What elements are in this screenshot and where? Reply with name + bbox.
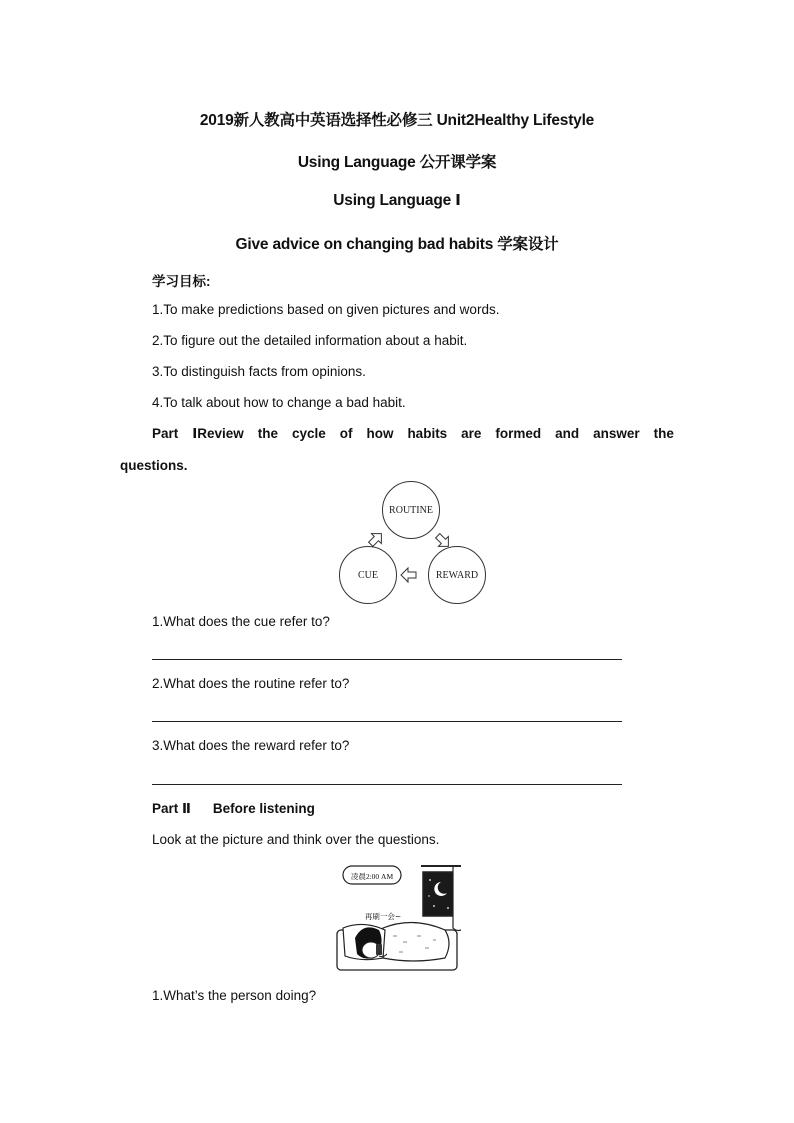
answer-line: [152, 721, 622, 722]
part1-word: are: [461, 426, 482, 441]
part1-word: and: [555, 426, 580, 441]
part1-question: 3.What does the reward refer to?: [152, 738, 350, 753]
habit-cycle-diagram: [330, 478, 500, 613]
bed-scene-drawing: [333, 858, 461, 976]
part1-heading-continued: questions.: [120, 458, 188, 473]
part1-word: of: [339, 426, 353, 441]
phone-icon: [376, 944, 382, 955]
part1-word: cycle: [291, 426, 326, 441]
answer-line: [152, 784, 622, 785]
objective-item: 1.To make predictions based on given pictures and words.: [152, 302, 500, 317]
part2-heading: [152, 801, 315, 817]
objective-item: 2.To figure out the detailed information about a habit.: [152, 333, 468, 348]
part1-word: Part: [152, 426, 179, 441]
blanket: [383, 922, 449, 961]
doc-title-line4: Give advice on changing bad habits 学案设计: [235, 236, 559, 253]
cue-circle: CUE: [339, 546, 397, 604]
time-label: 凌晨2:00 AM: [350, 872, 394, 881]
late-night-phone-illustration: [333, 858, 461, 976]
arrow-reward-to-cue-icon: [401, 568, 416, 582]
part1-word: the: [257, 426, 279, 441]
doc-title-line3: Using Language Ⅰ: [333, 192, 461, 209]
doc-title-line2: Using Language 公开课学案: [297, 154, 497, 171]
part2-title: Before listening: [212, 801, 315, 816]
objective-item: 3.To distinguish facts from opinions.: [152, 364, 366, 379]
part2-question: 1.What’s the person doing?: [152, 988, 317, 1003]
part1-word: the: [653, 426, 674, 441]
routine-circle: ROUTINE: [382, 481, 440, 539]
part2-instruction: Look at the picture and think over the questions.: [152, 832, 440, 847]
curtain: [453, 866, 461, 931]
part1-word: formed: [495, 426, 542, 441]
part1-question: 2.What does the routine refer to?: [152, 676, 350, 691]
doc-title-line1: 2019新人教高中英语选择性必修三 Unit2Healthy Lifestyle: [199, 112, 595, 129]
part1-heading: [152, 426, 674, 442]
part2-label: Part Ⅱ: [152, 801, 191, 816]
reward-circle: REWARD: [428, 546, 486, 604]
part1-question: 1.What does the cue refer to?: [152, 614, 330, 629]
part1-word: ⅠReview: [192, 426, 244, 441]
answer-line: [152, 659, 622, 660]
objective-item: 4.To talk about how to change a bad habit.: [152, 395, 406, 410]
speech-text: 再刷一会~: [364, 912, 402, 921]
part1-word: habits: [407, 426, 448, 441]
part1-word: answer: [593, 426, 640, 441]
objectives-heading: 学习目标:: [152, 274, 211, 289]
part1-word: how: [366, 426, 394, 441]
